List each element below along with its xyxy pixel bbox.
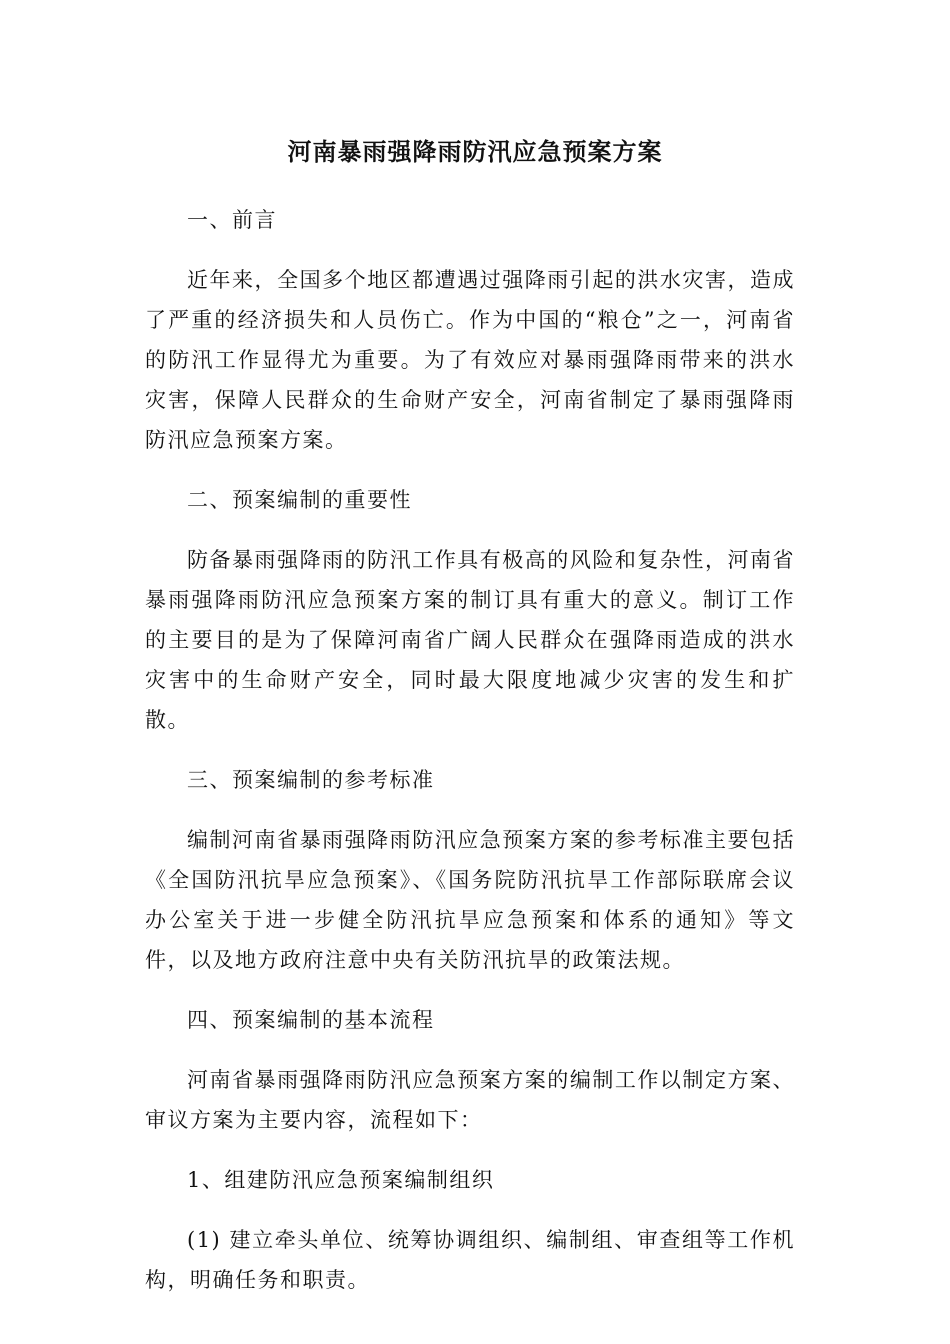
paragraph-reference-standards: 编制河南省暴雨强降雨防汛应急预案方案的参考标准主要包括《全国防汛抗旱应急预案》、《国务院防汛抗旱工作部际联席会议办公室关于进一步健全防汛抗旱应急预案和体系的通知》等文件，以及地方政府注意中央有关防汛抗旱的政策法规。 [145,828,795,972]
section-heading-preface: 一、前言 [187,208,277,232]
section-heading-basic-process: 四、预案编制的基本流程 [187,1008,435,1032]
paragraph-importance: 防备暴雨强降雨的防汛工作具有极高的风险和复杂性，河南省暴雨强降雨防汛应急预案方案的制订具有重大的意义。制订工作的主要目的是为了保障河南省广阔人民群众在强降雨造成的洪水灾害中的生命财产安全，同时最大限度地减少灾害的发生和扩散。 [145,548,795,732]
document-title: 河南暴雨强降雨防汛应急预案方案 [287,138,663,166]
document-body [145,200,795,1320]
paragraph-organization-item: (1) 建立牵头单位、统筹协调组织、编制组、审查组等工作机构，明确任务和职责。 [145,1228,795,1292]
paragraph-basic-process: 河南省暴雨强降雨防汛应急预案方案的编制工作以制定方案、审议方案为主要内容，流程如下： [145,1068,795,1132]
paragraph-preface: 近年来，全国多个地区都遭遇过强降雨引起的洪水灾害，造成了严重的经济损失和人员伤亡。作为中国的“粮仓”之一，河南省的防汛工作显得尤为重要。为了有效应对暴雨强降雨带来的洪水灾害，保障人民群众的生命财产安全，河南省制定了暴雨强降雨防汛应急预案方案。 [145,268,795,452]
section-heading-importance: 二、预案编制的重要性 [187,488,412,512]
section-heading-reference-standards: 三、预案编制的参考标准 [187,768,435,792]
subsection-heading-organization: 1、组建防汛应急预案编制组织 [187,1168,495,1192]
